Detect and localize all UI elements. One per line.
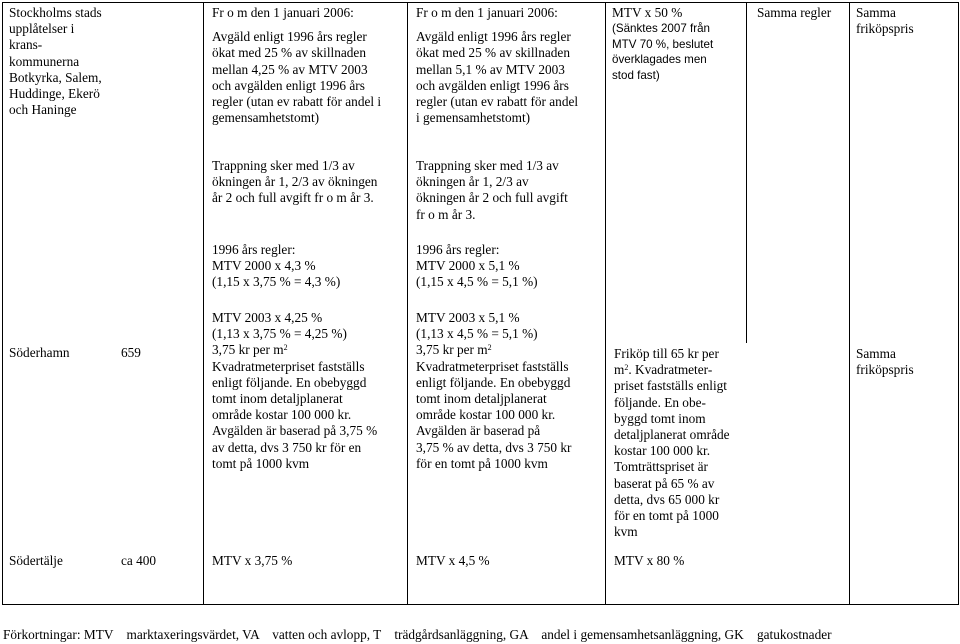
stockholm-col-a-step: Trappning sker med 1/3 av ökningen år 1, 2/3 av ökningen år 2 och full avgift fr o m år 3.	[212, 158, 378, 206]
stockholm-col-b-head: Fr o m den 1 januari 2006: Avgäld enligt 1996 års regler ökat med 25 % av skillnaden mellan 5,1 % av MTV 2003 och avgälden enligt 1996 års regler (utan ev rabatt för andel i gemensamhetstomt)	[416, 5, 579, 126]
soderhamn-col-a: MTV 2003 x 4,25 % (1,13 x 3,75 % = 4,25 %) 3,75 kr per $m^2$ Kvadratmeterpriset fastställs enligt följande. En obebyggd tomt inom detaljplanerat område kostar 100 000 kr. Avgälden är baserad på 3,75 % av detta, dvs 3 750 kr för en tomt på 1000 kvm	[212, 310, 378, 471]
stockholm-col-b-step: Trappning sker med 1/3 av ökningen år 1, 2/3 av ökningen år 2 och full avgift fr o m år 3.	[416, 158, 568, 222]
stockholm-col-d: Samma regler	[757, 5, 832, 20]
stockholm-col-c: MTV x 50 % (Sänktes 2007 från MTV 70 %, beslutet överklagades men stod fast)	[612, 5, 714, 82]
col-divider-5	[849, 2, 850, 605]
table-left-border	[2, 2, 3, 605]
stockholm-municipality: Stockholms stads upplåtelser i krans- kommunerna Botkyrka, Salem, Huddinge, Ekerö och Haninge	[9, 5, 102, 118]
sodertalje-col-a: MTV x 3,75 %	[212, 553, 293, 568]
sodertalje-count: ca 400	[121, 553, 157, 568]
stockholm-col-b-1996: 1996 års regler: MTV 2000 x 5,1 % (1,15 x 4,5 % = 5,1 %)	[416, 242, 538, 290]
table-bottom-border	[2, 604, 959, 605]
col-divider-1	[203, 2, 204, 605]
stockholm-col-a-head: Fr o m den 1 januari 2006: Avgäld enligt 1996 års regler ökat med 25 % av skillnaden mellan 4,25 % av MTV 2003 och avgälden enligt 1996 års regler (utan ev rabatt för andel i gemensamhetstomt)	[212, 5, 382, 126]
stockholm-col-e: Samma friköpspris	[856, 5, 914, 37]
table-right-border	[958, 2, 959, 605]
sodertalje-col-b: MTV x 4,5 %	[416, 553, 490, 568]
soderhamn-col-cd: Friköp till 65 kr per $m^2$. Kvadratmeter- priset fastställs enligt följande. En obe- byggd tomt inom detaljplanerat område kostar 100 000 kr. Tomträttspriset är baserat på 65 % av detta, dvs 65 000 kr för en tomt på 1000 kvm	[614, 346, 730, 540]
table-top-border	[2, 2, 959, 3]
soderhamn-col-e: Samma friköpspris	[856, 346, 914, 378]
col-divider-2	[407, 2, 408, 605]
col-divider-3	[605, 2, 606, 605]
col-divider-4	[746, 2, 747, 343]
abbreviations-footnote: Förkortningar: MTV marktaxeringsvärdet, VA vatten och avlopp, T trädgårdsanläggning, GA andel i gemensamhetsanläggning, GK gatukostnader	[3, 627, 832, 642]
sodertalje-municipality: Södertälje	[9, 553, 63, 568]
sodertalje-col-cd: MTV x 80 %	[614, 553, 685, 568]
soderhamn-municipality: Söderhamn	[9, 345, 70, 360]
soderhamn-col-b: MTV 2003 x 5,1 % (1,13 x 4,5 % = 5,1 %) 3,75 kr per $m^2$ Kvadratmeterpriset fastställs enligt följande. En obebyggd tomt inom detaljplanerat område kostar 100 000 kr. Avgälden är baserad på 3,75 % av detta, dvs 3 750 kr för en tomt på 1000 kvm	[416, 310, 572, 471]
stockholm-col-a-1996: 1996 års regler: MTV 2000 x 4,3 % (1,15 x 3,75 % = 4,3 %)	[212, 242, 341, 290]
soderhamn-count: 659	[121, 345, 141, 360]
